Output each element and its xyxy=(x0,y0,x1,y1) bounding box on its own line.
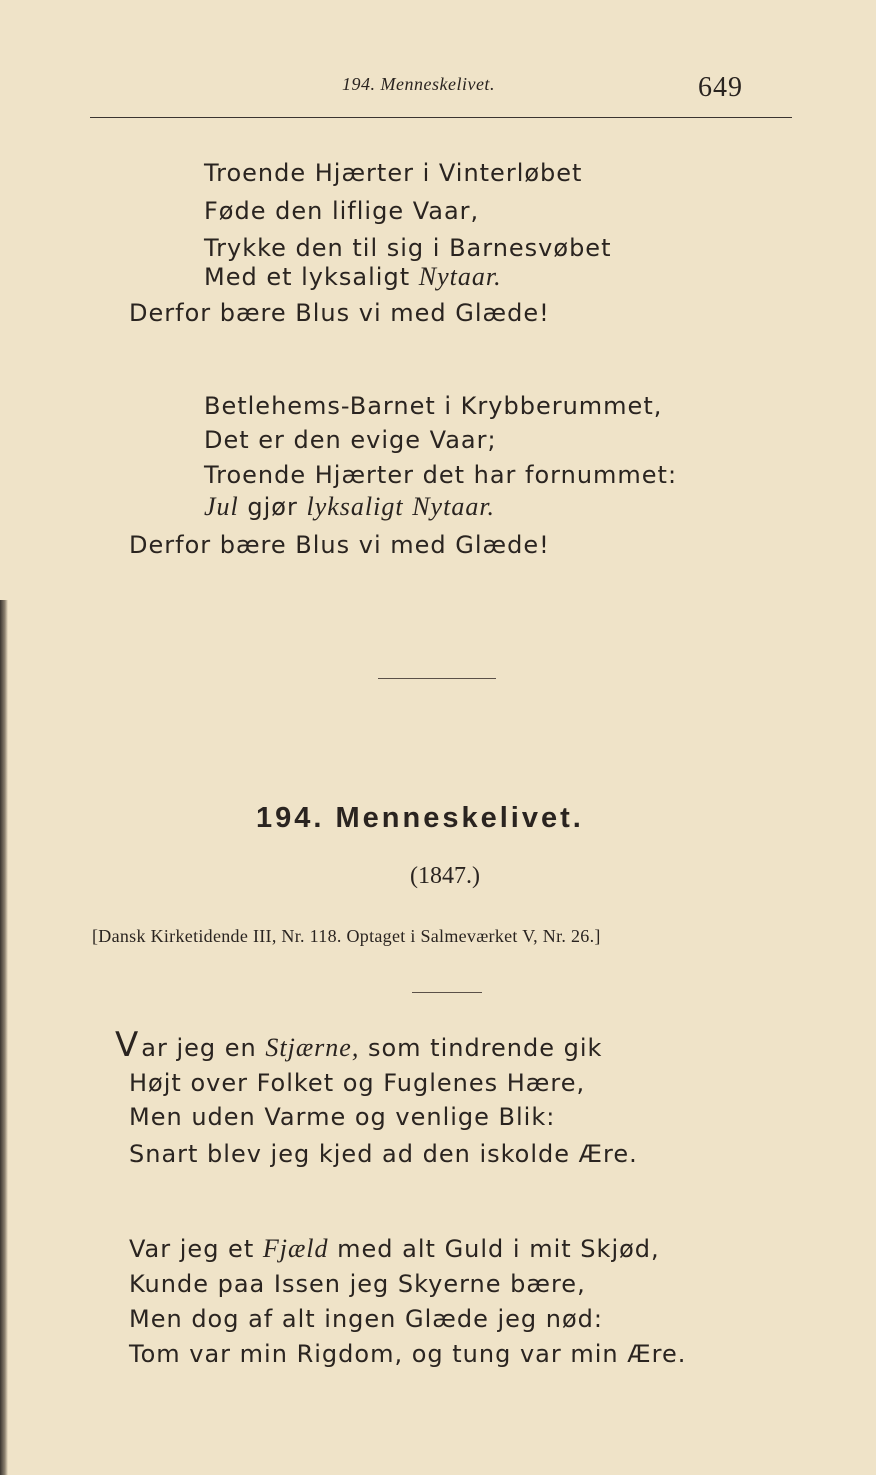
verse-line xyxy=(115,1025,603,1065)
section-divider xyxy=(378,678,496,679)
verse-text: Var jeg et xyxy=(129,1235,263,1263)
verse-italic: lyksaligt xyxy=(306,492,404,521)
verse-text: ar jeg en xyxy=(141,1034,266,1062)
verse-line: Troende Hjærter i Vinterløbet xyxy=(204,159,583,187)
verse-text: Med et lyksaligt xyxy=(204,263,419,291)
verse-line: Men dog af alt ingen Glæde jeg nød: xyxy=(129,1305,603,1333)
page-number: 649 xyxy=(698,72,743,103)
verse-line: Men uden Varme og venlige Blik: xyxy=(129,1103,556,1131)
verse-italic: Jul xyxy=(204,492,239,521)
verse-text: gjør xyxy=(238,493,307,521)
verse-line: Det er den evige Vaar; xyxy=(204,426,497,454)
verse-text xyxy=(404,493,413,521)
verse-line: Tom var min Rigdom, og tung var min Ære. xyxy=(129,1340,687,1368)
verse-line xyxy=(204,262,502,292)
verse-italic: Fjæld xyxy=(262,1234,329,1263)
verse-line: Kunde paa Issen jeg Skyerne bære, xyxy=(129,1270,586,1298)
section-heading: 194. Menneskelivet. xyxy=(256,802,584,834)
verse-line: Højt over Folket og Fuglenes Hære, xyxy=(129,1069,586,1097)
verse-line xyxy=(129,1234,660,1264)
verse-italic: Nytaar. xyxy=(412,492,496,521)
verse-line: Betlehems-Barnet i Krybberummet, xyxy=(204,392,663,420)
header-title: 194. Menneskelivet. xyxy=(342,74,495,94)
verse-line xyxy=(204,492,495,522)
verse-line: Føde den liflige Vaar, xyxy=(204,197,480,225)
verse-text: som tindrende gik xyxy=(359,1034,603,1062)
verse-italic: Nytaar. xyxy=(418,262,502,291)
verse-line: Trykke den til sig i Barnesvøbet xyxy=(204,234,612,262)
section-year: (1847.) xyxy=(410,863,480,889)
header-rule xyxy=(90,117,792,118)
heading-rule xyxy=(412,992,482,993)
verse-line: Troende Hjærter det har fornummet: xyxy=(204,461,678,489)
source-note: [Dansk Kirketidende III, Nr. 118. Optaget i Salmeværket V, Nr. 26.] xyxy=(92,926,601,946)
refrain-line: Derfor bære Blus vi med Glæde! xyxy=(129,299,550,327)
running-header xyxy=(0,70,876,110)
verse-text: med alt Guld i mit Skjød, xyxy=(328,1235,660,1263)
refrain-line: Derfor bære Blus vi med Glæde! xyxy=(129,531,550,559)
verse-line: Snart blev jeg kjed ad den iskolde Ære. xyxy=(129,1140,638,1168)
drop-cap: V xyxy=(115,1025,140,1065)
verse-italic: Stjærne, xyxy=(265,1033,360,1062)
binding-edge xyxy=(0,600,8,1475)
